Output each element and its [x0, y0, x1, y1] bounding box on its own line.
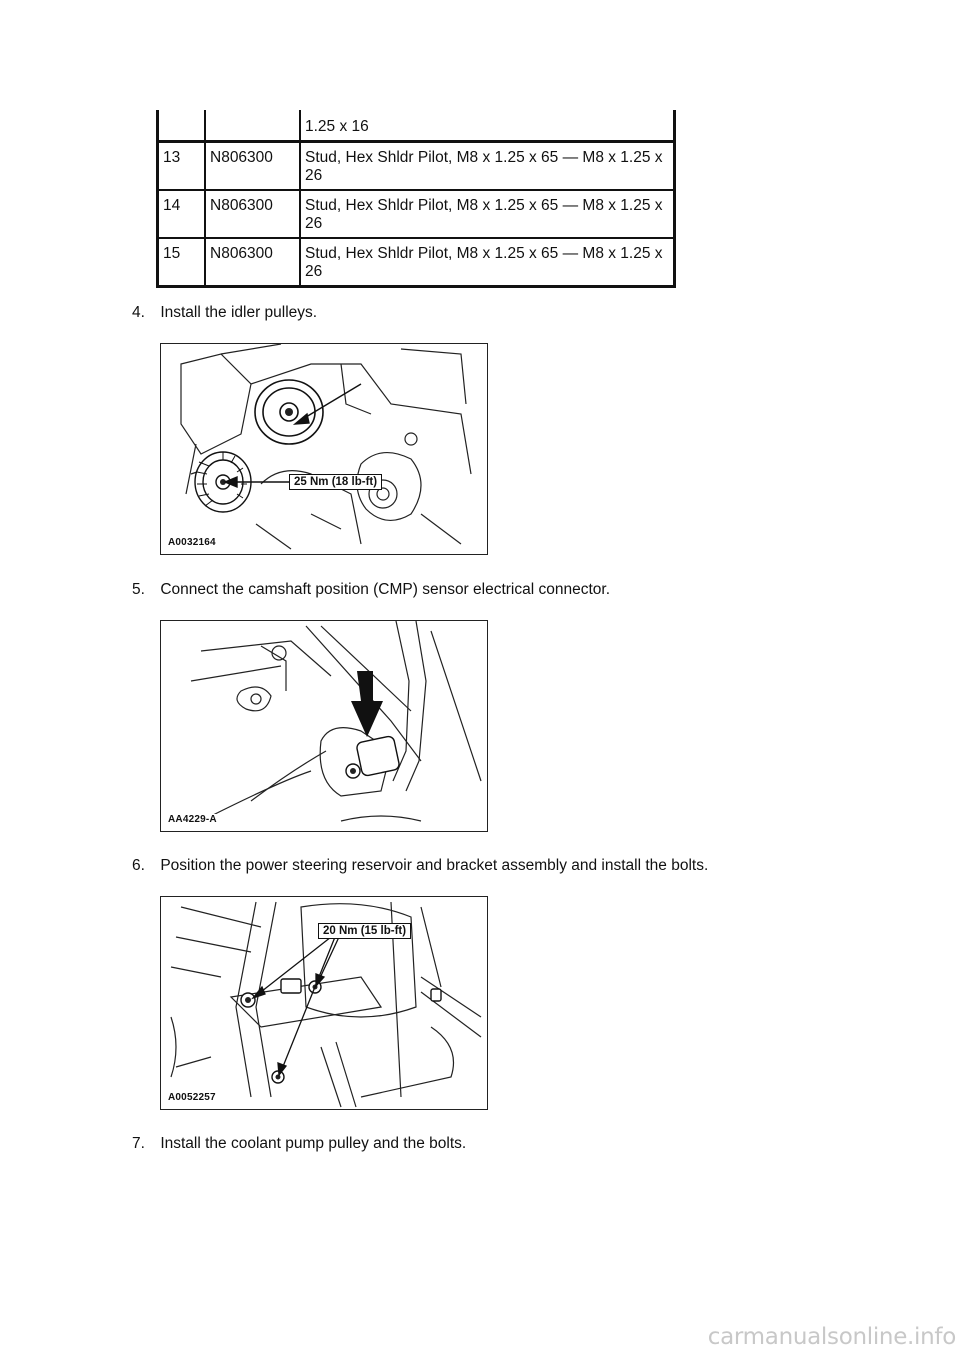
- step-number: 6.: [132, 857, 145, 874]
- step-number: 4.: [132, 304, 145, 321]
- figure-code: A0052257: [168, 1092, 216, 1103]
- description-cell: Stud, Hex Shldr Pilot, M8 x 1.25 x 65 — M8 x 1.25 x 26: [300, 142, 675, 191]
- torque-callout: 25 Nm (18 lb-ft): [289, 474, 382, 490]
- parts-table: [156, 110, 676, 288]
- part-number-cell: [205, 110, 300, 142]
- part-number-cell: N806300: [205, 238, 300, 287]
- step-text: Install the coolant pump pulley and the bolts.: [160, 1135, 467, 1152]
- part-number-cell: N806300: [205, 142, 300, 191]
- idler-pulleys-figure: [160, 343, 488, 555]
- figure-code: A0032164: [168, 537, 216, 548]
- step-5: [132, 581, 610, 599]
- step-text: Connect the camshaft position (CMP) sensor electrical connector.: [160, 581, 611, 598]
- step-6: [132, 857, 708, 875]
- watermark: carmanualsonline.info: [707, 1324, 956, 1350]
- table-row: [158, 190, 675, 238]
- part-number-cell: N806300: [205, 190, 300, 238]
- idler-pulleys-illustration: [161, 344, 487, 554]
- table-row: [158, 110, 675, 142]
- step-text: Install the idler pulleys.: [160, 304, 318, 321]
- cmp-sensor-illustration: [161, 621, 487, 831]
- figure-code: AA4229-A: [168, 814, 217, 825]
- item-cell: 15: [158, 238, 206, 287]
- cmp-sensor-figure: [160, 620, 488, 832]
- step-number: 7.: [132, 1135, 145, 1152]
- step-7: [132, 1135, 466, 1153]
- step-4: [132, 304, 317, 322]
- power-steering-figure: [160, 896, 488, 1110]
- table-row: [158, 142, 675, 191]
- item-cell: 13: [158, 142, 206, 191]
- torque-callout: 20 Nm (15 lb-ft): [318, 923, 411, 939]
- description-cell: 1.25 x 16: [300, 110, 675, 142]
- description-cell: Stud, Hex Shldr Pilot, M8 x 1.25 x 65 — M8 x 1.25 x 26: [300, 190, 675, 238]
- item-cell: 14: [158, 190, 206, 238]
- step-number: 5.: [132, 581, 145, 598]
- step-text: Position the power steering reservoir and bracket assembly and install the bolts.: [160, 857, 709, 874]
- item-cell: [158, 110, 206, 142]
- description-cell: Stud, Hex Shldr Pilot, M8 x 1.25 x 65 — M8 x 1.25 x 26: [300, 238, 675, 287]
- table-row: [158, 238, 675, 287]
